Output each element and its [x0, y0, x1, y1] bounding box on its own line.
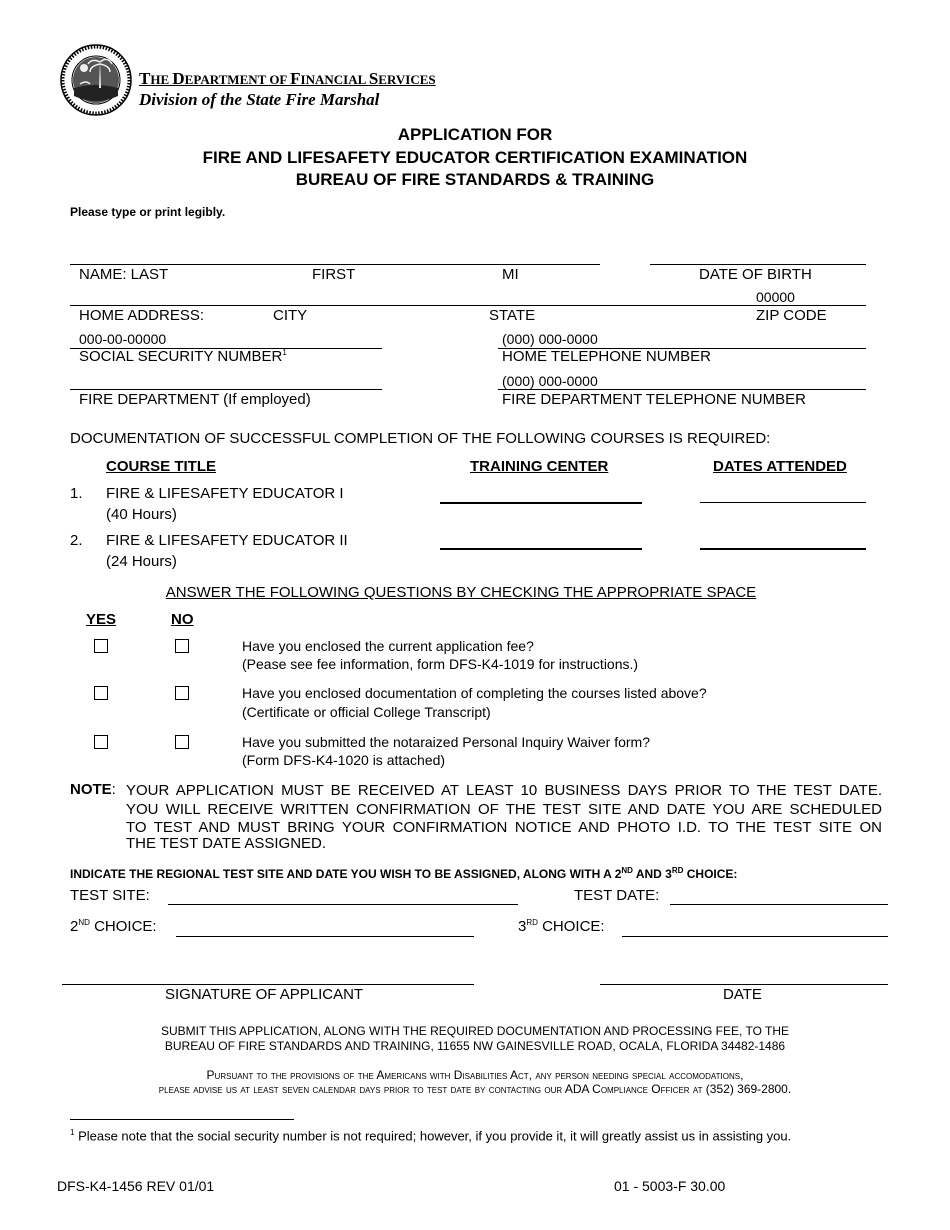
department-name [139, 69, 436, 89]
courses-heading: DOCUMENTATION OF SUCCESSFUL COMPLETION OF THE FOLLOWING COURSES IS REQUIRED: [70, 430, 771, 447]
instruction-text: AND 3 [632, 867, 672, 881]
dates-attended-field[interactable] [700, 502, 866, 503]
course-name: FIRE & LIFESAFETY EDUCATOR I [106, 485, 344, 502]
address-line[interactable] [70, 305, 866, 306]
dept-letter: F [290, 69, 301, 88]
dob-label: DATE OF BIRTH [699, 266, 812, 283]
dates-attended-field[interactable] [700, 548, 866, 550]
question-subtext: (Certificate or official College Transcript) [242, 704, 491, 720]
footnote-separator [70, 1119, 294, 1120]
second-choice-field[interactable] [176, 936, 474, 937]
question-text: Have you enclosed documentation of completing the courses listed above? [242, 685, 707, 701]
superscript: ND [78, 918, 90, 927]
title-line-1: APPLICATION FOR [397, 125, 553, 144]
note-line-2: YOU WILL RECEIVE WRITTEN CONFIRMATION OF THE TEST SITE AND DATE YOU ARE SCHEDULED [126, 801, 882, 818]
instructions: Please type or print legibly. [70, 205, 226, 219]
col-course-title: COURSE TITLE [106, 458, 217, 475]
note-line-1: YOUR APPLICATION MUST BE RECEIVED AT LEAST 10 BUSINESS DAYS PRIOR TO THE TEST DATE. [126, 782, 882, 799]
question-text: Have you enclosed the current application fee? [242, 638, 534, 654]
instruction-text: INDICATE THE REGIONAL TEST SITE AND DATE YOU WISH TO BE ASSIGNED, ALONG WITH A 2 [70, 867, 622, 881]
title-line-3: BUREAU OF FIRE STANDARDS & TRAINING [295, 170, 655, 189]
home-phone-value[interactable]: (000) 000-0000 [502, 331, 598, 347]
third-choice-field[interactable] [622, 936, 888, 937]
training-center-field[interactable] [440, 502, 642, 504]
yes-checkbox[interactable] [94, 686, 108, 700]
form-code: 01 - 5003-F 30.00 [614, 1178, 726, 1194]
dept-small: INANCIAL [300, 72, 369, 87]
ssn-label-text: SOCIAL SECURITY NUMBER [79, 348, 283, 365]
superscript: RD [526, 918, 538, 927]
fd-phone-line[interactable] [498, 389, 866, 390]
signature-date-label: DATE [723, 986, 762, 1003]
course-number: 1. [70, 485, 83, 502]
ssn-value[interactable]: 000-00-00000 [79, 331, 167, 347]
name-line[interactable] [70, 264, 600, 265]
test-date-label: TEST DATE: [574, 887, 660, 904]
note-label [70, 781, 116, 798]
col-training-center: TRAINING CENTER [470, 458, 609, 475]
dob-line[interactable] [650, 264, 866, 265]
ssn-label [79, 348, 287, 365]
course-number: 2. [70, 532, 83, 549]
yes-checkbox[interactable] [94, 735, 108, 749]
city-label: CITY [273, 307, 308, 324]
footnote-number: 1 [70, 1128, 75, 1137]
col-dates-attended: DATES ATTENDED [713, 458, 847, 475]
dept-small: EPARTMENT OF [184, 72, 291, 87]
dept-letter: D [172, 69, 185, 88]
dept-letter: T [139, 69, 151, 88]
zip-label: ZIP CODE [756, 307, 827, 324]
no-checkbox[interactable] [175, 735, 189, 749]
first-name-label: FIRST [312, 266, 356, 283]
superscript: RD [671, 866, 684, 875]
form-id: DFS-K4-1456 REV 01/01 [57, 1178, 215, 1194]
third-choice-label [518, 918, 605, 935]
zip-value[interactable]: 00000 [756, 289, 795, 305]
dept-small: ERVICES [378, 72, 436, 87]
dept-letter: S [368, 69, 379, 88]
fd-phone-value[interactable]: (000) 000-0000 [502, 373, 598, 389]
home-address-label: HOME ADDRESS: [79, 307, 205, 324]
submit-line-2: BUREAU OF FIRE STANDARDS AND TRAINING, 11655 NW GAINESVILLE ROAD, OCALA, FLORIDA 34482-1486 [164, 1039, 786, 1053]
course-name: FIRE & LIFESAFETY EDUCATOR II [106, 532, 348, 549]
yes-checkbox[interactable] [94, 639, 108, 653]
ada-line-2: please advise us at least seven calendar days prior to test date by contacting our ADA Compliance Officer at (352) 369-2800. [158, 1082, 792, 1096]
division-name: Division of the State Fire Marshal [139, 90, 380, 109]
test-site-instruction [70, 866, 737, 881]
title-line-2: FIRE AND LIFESAFETY EDUCATOR CERTIFICATION EXAMINATION [202, 148, 748, 167]
fd-line[interactable] [70, 389, 382, 390]
test-date-field[interactable] [670, 904, 888, 905]
signature-date-field[interactable] [600, 984, 888, 985]
choice-number: 3 [518, 918, 527, 935]
no-column-label: NO [171, 611, 194, 628]
state-label: STATE [489, 307, 536, 324]
choice-text: CHOICE: [89, 918, 157, 935]
choice-number: 2 [70, 918, 79, 935]
submit-line-1: SUBMIT THIS APPLICATION, ALONG WITH THE REQUIRED DOCUMENTATION AND PROCESSING FEE, TO THE [160, 1024, 790, 1038]
instruction-text: CHOICE: [683, 867, 738, 881]
course-hours: (40 Hours) [106, 506, 177, 523]
note-line-3: TO TEST AND MUST BRING YOUR CONFIRMATION NOTICE AND PHOTO I.D. TO THE TEST SITE ON [126, 819, 882, 836]
footnote-text: Please note that the social security number is not required; however, if you provide it, it will greatly assist us in assisting you. [74, 1128, 792, 1144]
note-line-4: THE TEST DATE ASSIGNED. [126, 835, 327, 852]
footnote [70, 1128, 791, 1143]
superscript: ND [621, 866, 633, 875]
signature-field[interactable] [62, 984, 474, 985]
fd-phone-label: FIRE DEPARTMENT TELEPHONE NUMBER [502, 391, 806, 408]
questions-heading: ANSWER THE FOLLOWING QUESTIONS BY CHECKING THE APPROPRIATE SPACE [165, 584, 757, 601]
fire-department-label: FIRE DEPARTMENT (If employed) [79, 391, 311, 408]
course-hours: (24 Hours) [106, 553, 177, 570]
florida-seal [60, 44, 132, 116]
ssn-footnote-ref: 1 [282, 348, 287, 357]
choice-text: CHOICE: [537, 918, 605, 935]
test-site-field[interactable] [168, 904, 518, 905]
no-checkbox[interactable] [175, 686, 189, 700]
training-center-field[interactable] [440, 548, 642, 550]
mi-label: MI [502, 266, 519, 283]
ada-line-1: Pursuant to the provisions of the Americans with Disabilities Act, any person needing special accomodations, [206, 1068, 744, 1082]
signature-label: SIGNATURE OF APPLICANT [165, 986, 364, 1003]
second-choice-label [70, 918, 157, 935]
no-checkbox[interactable] [175, 639, 189, 653]
note-colon: : [111, 781, 116, 798]
test-site-label: TEST SITE: [70, 887, 150, 904]
question-subtext: (Pease see fee information, form DFS-K4-1019 for instructions.) [242, 656, 639, 672]
question-text: Have you submitted the notaraized Personal Inquiry Waiver form? [242, 734, 651, 750]
yes-column-label: YES [86, 611, 117, 628]
note-label-text: NOTE [70, 781, 112, 798]
dept-small: HE [150, 72, 173, 87]
question-subtext: (Form DFS-K4-1020 is attached) [242, 752, 446, 768]
name-last-label: NAME: LAST [79, 266, 169, 283]
home-phone-label: HOME TELEPHONE NUMBER [502, 348, 711, 365]
